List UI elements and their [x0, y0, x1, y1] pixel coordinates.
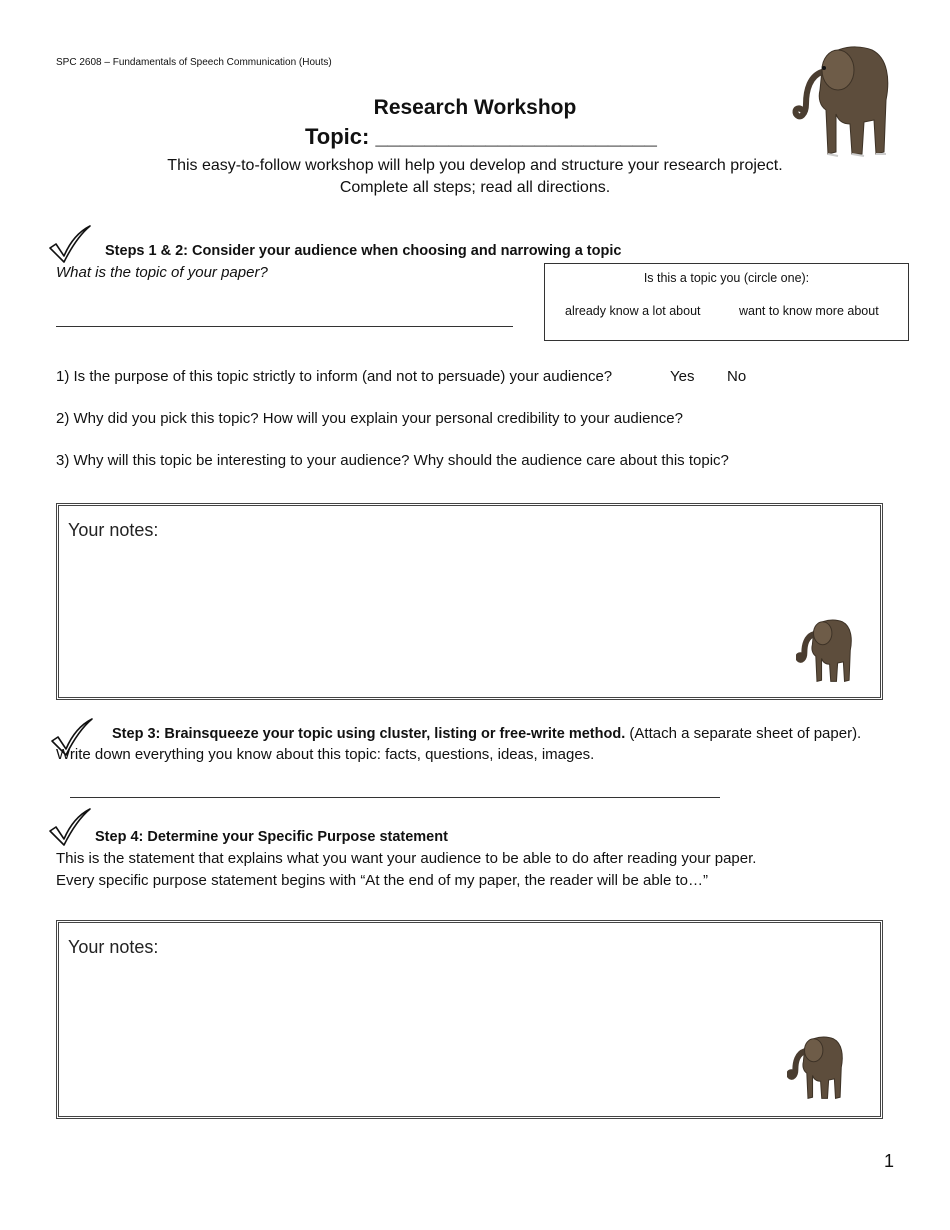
intro-line-2: Complete all steps; read all directions.: [339, 179, 611, 196]
checkmark-icon: [48, 224, 92, 264]
option-want-to-know[interactable]: want to know more about: [739, 304, 879, 318]
circle-one-box: [544, 263, 909, 341]
elephant-image: [787, 1033, 845, 1103]
topic-label: Topic: _______________________: [305, 124, 657, 149]
no-option[interactable]: No: [727, 368, 747, 385]
circle-box-title: Is this a topic you (circle one):: [643, 271, 810, 285]
topic-answer-line[interactable]: [56, 326, 513, 327]
step-3-heading-line: [112, 725, 861, 742]
step-3-heading-suffix: (Attach a separate sheet of paper).: [629, 725, 862, 742]
brainsqueeze-answer-line[interactable]: [70, 797, 720, 798]
elephant-image: [796, 616, 854, 686]
page-title: Research Workshop: [373, 96, 577, 119]
question-1: 1) Is the purpose of this topic strictly to inform (and not to persuade) your audience?: [56, 368, 613, 385]
question-3: 3) Why will this topic be interesting to your audience? Why should the audience care about this topic?: [56, 452, 729, 469]
intro-line-1: This easy-to-follow workshop will help you develop and structure your research project.: [167, 157, 783, 174]
notes-label: Your notes:: [68, 937, 159, 957]
step-3-instruction: Write down everything you know about this topic: facts, questions, ideas, images.: [56, 746, 595, 763]
question-2: 2) Why did you pick this topic? How will you explain your personal credibility to your audience?: [56, 410, 683, 427]
elephant-image: [792, 40, 892, 162]
page-number: 1: [883, 1151, 894, 1171]
step-1-2-heading: Steps 1 & 2: Consider your audience when choosing and narrowing a topic: [105, 243, 622, 259]
step-4-heading: Step 4: Determine your Specific Purpose statement: [95, 829, 448, 845]
step-4-line-2: Every specific purpose statement begins with “At the end of my paper, the reader will be able to…”: [56, 872, 709, 889]
step-4-line-1: This is the statement that explains what you want your audience to be able to do after reading your paper.: [56, 850, 757, 867]
course-title: SPC 2608 – Fundamentals of Speech Communication (Houts): [56, 57, 332, 68]
notes-box-2[interactable]: [56, 920, 883, 1119]
step-3-heading: Step 3: Brainsqueeze your topic using cluster, listing or free-write method.: [112, 726, 626, 742]
option-already-know[interactable]: already know a lot about: [565, 304, 701, 318]
checkmark-icon: [48, 807, 92, 847]
notes-box-1[interactable]: [56, 503, 883, 700]
notes-label: Your notes:: [68, 520, 159, 540]
topic-prompt: What is the topic of your paper?: [56, 264, 268, 281]
yes-option[interactable]: Yes: [670, 368, 695, 385]
